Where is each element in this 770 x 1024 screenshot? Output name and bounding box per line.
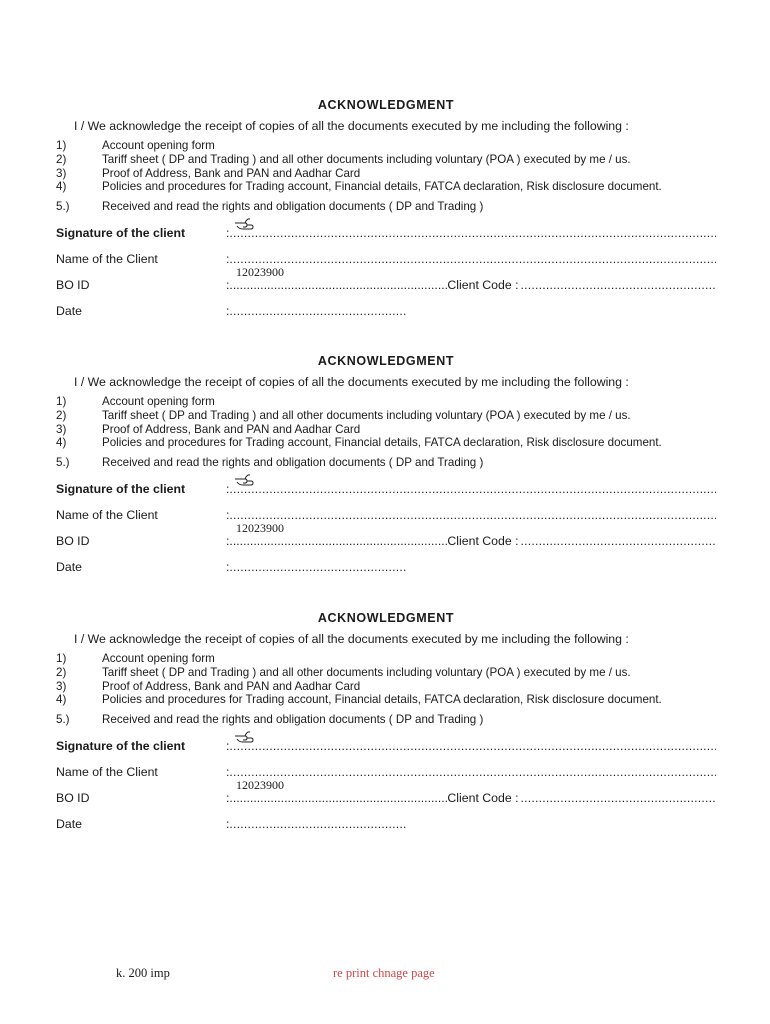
signature-line[interactable] (229, 226, 716, 240)
bo-id-value: 12023900 (236, 264, 284, 279)
bo-id-line[interactable] (229, 278, 447, 292)
document-list (56, 652, 716, 727)
signature-field[interactable]: Signature of the client : ..... (56, 214, 716, 240)
acknowledgment-title: ACKNOWLEDGMENT (317, 98, 455, 112)
signature-field[interactable]: Signature of the client : ..... (56, 727, 716, 753)
list-item: 1) Account opening form (56, 395, 215, 408)
acknowledgment-intro: I / We acknowledge the receipt of copies of all the documents executed by me including the following : (74, 375, 629, 389)
client-code-label: Client Code : (447, 533, 519, 548)
acknowledgment-block-3 (56, 611, 716, 831)
footer-left-note: k. 200 imp (116, 966, 170, 980)
list-item: 3) Proof of Address, Bank and PAN and Aadhar Card (56, 422, 361, 436)
pointing-hand-icon (234, 473, 256, 487)
client-name-label: Name of the Client (56, 764, 158, 779)
list-item: 2) Tariff sheet ( DP and Trading ) and all other documents including voluntary (POA ) executed by me / us. (56, 152, 631, 166)
client-name-line[interactable] (229, 252, 716, 266)
list-item: 3) Proof of Address, Bank and PAN and Aadhar Card (56, 679, 361, 693)
acknowledgment-intro: I / We acknowledge the receipt of copies of all the documents executed by me including the following : (74, 632, 629, 646)
acknowledgment-intro: I / We acknowledge the receipt of copies of all the documents executed by me including the following : (74, 119, 629, 133)
signature-line[interactable] (229, 482, 716, 496)
list-item: 5.) Received and read the rights and obligation documents ( DP and Trading ) (56, 200, 484, 214)
date-field[interactable]: Date : ..... (56, 292, 716, 318)
acknowledgment-title: ACKNOWLEDGMENT (317, 354, 455, 368)
client-name-line[interactable] (229, 765, 716, 779)
date-line[interactable] (229, 304, 407, 318)
document-list (56, 395, 716, 470)
list-item: 1) Account opening form (56, 139, 215, 152)
signature-line[interactable] (229, 739, 716, 753)
list-item: 2) Tariff sheet ( DP and Trading ) and all other documents including voluntary (POA ) executed by me / us. (56, 408, 631, 422)
list-item: 1) Account opening form (56, 652, 215, 665)
signature-label: Signature of the client (56, 481, 186, 496)
pointing-hand-icon (234, 217, 256, 231)
list-item: 4) Policies and procedures for Trading account, Financial details, FATCA declaration, Risk disclosure document. (56, 693, 662, 707)
client-code-label: Client Code : (447, 277, 519, 292)
pointing-hand-icon (234, 730, 256, 744)
list-item: 3) Proof of Address, Bank and PAN and Aadhar Card (56, 166, 361, 180)
list-item: 5.) Received and read the rights and obligation documents ( DP and Trading ) (56, 456, 484, 470)
list-item: 2) Tariff sheet ( DP and Trading ) and all other documents including voluntary (POA ) executed by me / us. (56, 665, 631, 679)
bo-id-label: BO ID (56, 533, 90, 548)
acknowledgment-block-1 (56, 98, 716, 318)
bo-id-label: BO ID (56, 277, 90, 292)
client-name-field[interactable]: Name of the Client : ..... (56, 753, 716, 779)
acknowledgment-title: ACKNOWLEDGMENT (317, 611, 455, 625)
client-name-field[interactable]: Name of the Client : ..... (56, 240, 716, 266)
bo-id-line[interactable] (229, 791, 447, 805)
bo-id-line[interactable] (229, 534, 447, 548)
date-line[interactable] (229, 817, 407, 831)
document-list (56, 139, 716, 214)
client-code-line[interactable] (521, 791, 716, 805)
client-name-field[interactable]: Name of the Client : ..... (56, 496, 716, 522)
bo-id-field[interactable]: BO ID : ..... 12023900 Client Code : ..... (56, 266, 716, 292)
acknowledgment-block-2 (56, 354, 716, 574)
signature-label: Signature of the client (56, 225, 186, 240)
date-line[interactable] (229, 560, 407, 574)
list-item: 5.) Received and read the rights and obligation documents ( DP and Trading ) (56, 713, 484, 727)
date-label: Date (56, 559, 82, 574)
signature-field[interactable]: Signature of the client : ..... (56, 470, 716, 496)
signature-label: Signature of the client (56, 738, 186, 753)
bo-id-field[interactable]: BO ID : ..... 12023900 Client Code : ..... (56, 522, 716, 548)
footer-right-note: re print chnage page (333, 966, 435, 980)
bo-id-value: 12023900 (236, 777, 284, 792)
list-item: 4) Policies and procedures for Trading account, Financial details, FATCA declaration, Risk disclosure document. (56, 436, 662, 450)
client-code-label: Client Code : (447, 790, 519, 805)
client-name-line[interactable] (229, 508, 716, 522)
date-label: Date (56, 303, 82, 318)
bo-id-field[interactable]: BO ID : ..... 12023900 Client Code : ..... (56, 779, 716, 805)
client-name-label: Name of the Client (56, 251, 158, 266)
bo-id-label: BO ID (56, 790, 90, 805)
client-code-line[interactable] (521, 534, 716, 548)
date-field[interactable]: Date : ..... (56, 548, 716, 574)
client-code-line[interactable] (521, 278, 716, 292)
client-name-label: Name of the Client (56, 507, 158, 522)
bo-id-value: 12023900 (236, 520, 284, 535)
list-item: 4) Policies and procedures for Trading account, Financial details, FATCA declaration, Risk disclosure document. (56, 180, 662, 194)
date-label: Date (56, 816, 82, 831)
date-field[interactable]: Date : ..... (56, 805, 716, 831)
